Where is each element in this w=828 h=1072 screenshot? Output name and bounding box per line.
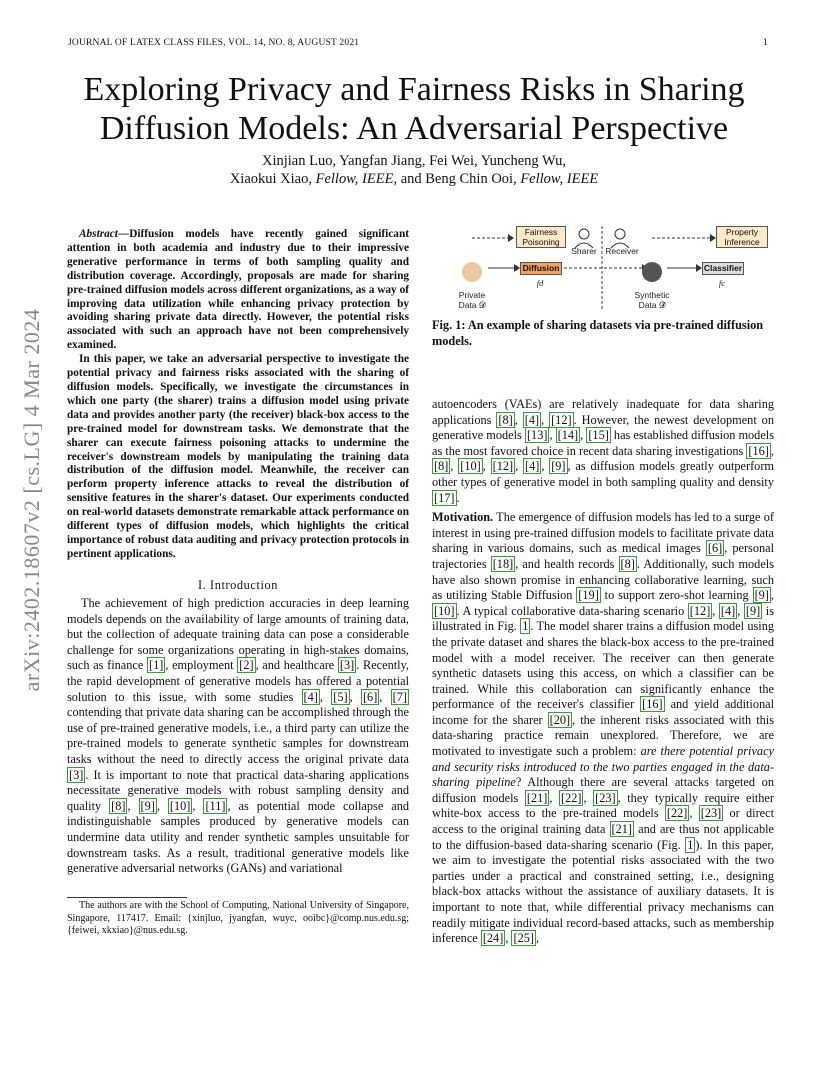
citation-link[interactable]: [17] xyxy=(434,490,455,505)
citation-link[interactable]: [9] xyxy=(551,459,566,474)
fd-label: fd xyxy=(536,278,544,288)
author-list: Xinjian Luo, Yangfan Jiang, Fei Wei, Yuncheng Wu, Xiaokui Xiao, Fellow, IEEE, and Beng Chin Ooi, Fellow, IEEE xyxy=(229,153,599,187)
synthetic-data-label: Synthetic Data 𝓓̂ xyxy=(634,290,670,310)
property-inference-box: Property Inference xyxy=(716,226,768,248)
citation-link[interactable]: [6] xyxy=(362,689,378,704)
citation-link[interactable]: [12] xyxy=(551,412,572,427)
citation-link[interactable]: [13] xyxy=(526,428,548,443)
paper-title: Exploring Privacy and Fairness Risks in Sharing Diffusion Models: An Adversarial Perspective xyxy=(83,71,745,147)
fairness-poisoning-box: Fairness Poisoning xyxy=(516,226,566,248)
citation-link[interactable]: [4] xyxy=(524,459,540,474)
sharer-label: Sharer xyxy=(571,246,597,256)
citation-link[interactable]: [11] xyxy=(205,798,226,813)
citation-link[interactable]: [23] xyxy=(595,790,616,805)
running-head: JOURNAL OF LATEX CLASS FILES, VOL. 14, NO. 8, AUGUST 2021 1 xyxy=(68,38,768,48)
figure-caption: Fig. 1: An example of sharing datasets via pre-trained diffusion models. xyxy=(432,318,764,348)
introduction-text: The achievement of high prediction accuracies in deep learning models depends on the availability of large amounts of training data, but the collection of adequate training data can pose a considerable challenge for some organizations operating in high-stakes domains, such as finance [1] , employment [2] , and healthcare [3] . Recently, the rapid development of generative models has offered a potential solution to this issue, with some studies [4] , [5] , [6] , [7] contending that private data sharing can be accomplished through the use of pre-trained generative models, i.e., a third party can utilize the pre-trained models to generate synthetic samples for downstream tasks without the need to directly access the original private data [3] . It is important to note that practical data-sharing applications necessitate generative models with robust sampling density and quality [8] , [9] , [10] , [11] , as potential mode collapse and indistinguishable samples produced by generative models can undermine data utility and render synthetic samples unsuitable for downstream tasks. As a result, traditional generative models like generative adversarial networks (GANs) and variational xyxy=(67,596,409,876)
citation-link[interactable]: [10] xyxy=(460,459,481,474)
footnote-rule xyxy=(67,897,187,898)
citation-link[interactable]: [5] xyxy=(333,689,348,704)
footnote: The authors are with the School of Computing, National University of Singapore, Singapore, 117417. Email: {xinjluo, jyangfan, wuyc, ooibc}@comp.nus.edu.sg; {feiwei, xkxiao}@nus.edu.sg. xyxy=(67,900,409,937)
citation-link[interactable]: [10] xyxy=(434,603,455,618)
citation-link[interactable]: [4] xyxy=(303,689,318,704)
private-data-label: Private Data 𝓓 xyxy=(458,290,486,310)
citation-link[interactable]: [24] xyxy=(482,931,504,946)
citation-link[interactable]: [18] xyxy=(492,556,514,571)
citation-link[interactable]: [21] xyxy=(611,822,633,837)
section-heading: I. Introduction xyxy=(197,578,279,592)
citation-link[interactable]: [9] xyxy=(140,798,155,813)
classifier-box: Classifier xyxy=(703,263,743,273)
citation-link[interactable]: [2] xyxy=(239,658,254,673)
citation-link[interactable]: [14] xyxy=(557,428,579,443)
citation-link[interactable]: [10] xyxy=(169,798,191,813)
fc-label: fc xyxy=(718,278,726,288)
citation-link[interactable]: [6] xyxy=(707,541,723,556)
citation-link[interactable]: [4] xyxy=(524,412,540,427)
citation-link[interactable]: [19] xyxy=(578,588,599,603)
citation-link[interactable]: [4] xyxy=(720,603,736,618)
citation-link[interactable]: [16] xyxy=(748,443,769,458)
citation-link[interactable]: [9] xyxy=(754,588,769,603)
citation-link[interactable]: [8] xyxy=(620,556,635,571)
citation-link[interactable]: [12] xyxy=(492,459,514,474)
right-column-text: autoencoders (VAEs) are relatively inadequate for data sharing applications [8] , [4] , [12] . However, the newest development on generative models [13] , [14] , [15] has established diffusion models as the most favored choice in recent data sharing investigations [16] , [8] , [10] , [12] , [4] , [9] , as diffusion models greatly outperform other types of generative model in both sampling quality and density [17] . Motivation. The emergence of diffusion models has led to a surge of interest in using pre-trained diffusion models to facilitate private data sharing in various domains, such as medical images [6] , personal trajectories [18] , and health records [8] . Additionally, such models have also shown promise in enhancing collaborative learning, such as utilizing Stable Diffusion [19] to support zero-shot learning [9] , [10] . A typical collaborative data-sharing scenario [12] , [4] , [9] is illustrated in Fig. 1 . The model sharer trains a diffusion model using the private dataset and shares the black-box access to the pre-trained model with a model receiver. The receiver can then generate synthetic datasets using this access, on which a classifier can be trained. While this collaboration can significantly enhance the performance of the receiver's classifier [16] and yield additional income for the sharer [20] , the inherent risks associated with this data-sharing practice remain unexplored. Therefore, we are motivated to investigate such a problem: are there potential privacy and security risks introduced to the two parties engaged in the data-sharing pipeline? Although there are several attacks targeted on diffusion models [21] , [22] , [23] , they typically require either white-box access to the pre-trained models [22] , [23] or direct access to the original training data [21] and are thus not applicable to the diffusion-based data-sharing scenario (Fig. 1 ). In this paper, we aim to investigate the potential risks associated with the two parties under a practical and constrained setting, i.e., designing black-box attacks without the assistance of auxiliary datasets. It is important to note that, while differential privacy mechanisms can readily mitigate individual record-based attacks, such as membership inference [24] , [25] , xyxy=(432,397,775,946)
citation-link[interactable]: [3] xyxy=(339,658,355,673)
diffusion-box: Diffusion xyxy=(520,262,562,275)
citation-link[interactable]: [16] xyxy=(642,697,663,712)
citation-link[interactable]: [23] xyxy=(700,806,722,821)
citation-link[interactable]: [8] xyxy=(498,412,513,427)
citation-link[interactable]: [25] xyxy=(513,931,534,946)
citation-link[interactable]: [7] xyxy=(392,689,407,704)
citation-link[interactable]: [8] xyxy=(111,798,126,813)
citation-link[interactable]: [15] xyxy=(588,428,609,443)
figure-ref-link[interactable]: 1 xyxy=(687,837,694,852)
motivation-label: Motivation. xyxy=(432,510,494,525)
page-number: 1 xyxy=(763,38,768,48)
citation-link[interactable]: [9] xyxy=(745,603,761,618)
citation-link[interactable]: [22] xyxy=(666,806,688,821)
figure-1-diagram xyxy=(452,222,772,314)
citation-link[interactable]: [3] xyxy=(69,767,84,782)
citation-link[interactable]: [8] xyxy=(434,459,449,474)
arxiv-stamp: arXiv:2402.18607v2 [cs.LG] 4 Mar 2024 xyxy=(19,308,44,692)
citation-link[interactable]: [12] xyxy=(689,603,711,618)
citation-link[interactable]: [22] xyxy=(560,790,582,805)
receiver-label: Receiver xyxy=(605,246,639,256)
citation-link[interactable]: [1] xyxy=(148,658,164,673)
citation-link[interactable]: [21] xyxy=(526,790,548,805)
abstract: Abstract—Diffusion models have recently gained significant attention in both academia and industry due to their impressive generative performance in terms of both sampling quality and distribution coverage. Accordingly, proposals are made for sharing pre-trained diffusion models across different organizations, as a way of improving data utilization while enhancing privacy protection by avoiding sharing private data directly. However, the potential risks associated with such an approach have not been comprehensively examined. In this paper, we take an adversarial perspective to investigate the potential privacy and fairness risks associated with the sharing of diffusion models. Specifically, we investigate the circumstances in which one party (the sharer) trains a diffusion model using private data and provides another party (the receiver) black-box access to the pre-trained model for downstream tasks. We demonstrate that the sharer can execute fairness poisoning attacks to undermine the receiver's downstream models by manipulating the training data distribution of the diffusion model. Meanwhile, the receiver can perform property inference attacks to reveal the distribution of sensitive features in the sharer's dataset. Our experiments conducted on real-world datasets demonstrate remarkable attack performance on different types of diffusion models, which highlights the critical importance of robust data auditing and privacy protection protocols in pertinent applications. xyxy=(67,228,409,560)
citation-link[interactable]: [20] xyxy=(549,712,571,727)
figure-ref-link[interactable]: 1 xyxy=(522,619,529,634)
